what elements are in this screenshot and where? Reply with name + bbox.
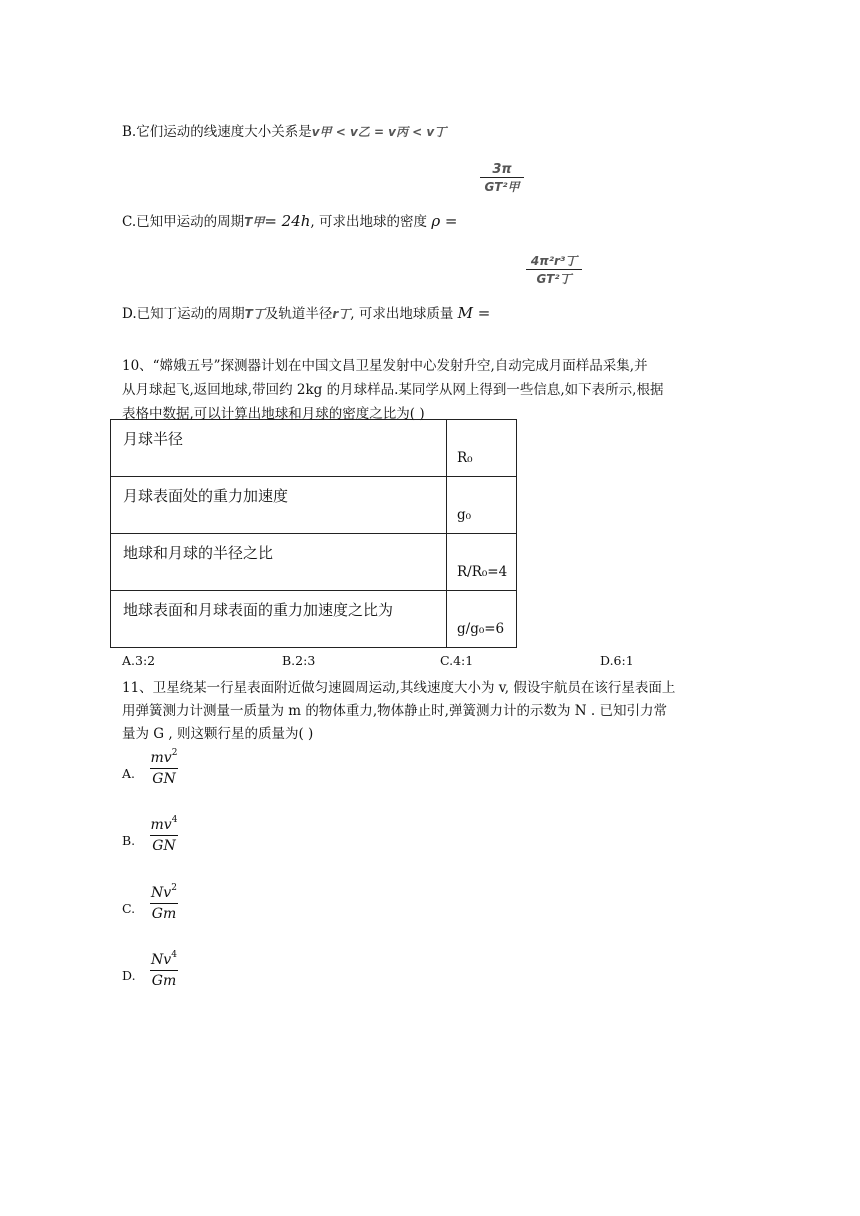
q9-option-b-math: v甲 < v乙 = v丙 < v丁 (311, 125, 447, 139)
q9-option-c-rho: ρ = (431, 212, 458, 230)
fraction-denominator: GN (152, 838, 176, 854)
q10-option-a[interactable]: A.3:2 (122, 653, 156, 668)
q11-option-b-letter[interactable]: B. (122, 833, 136, 848)
table-cell-label: 月球半径 (111, 420, 447, 477)
q9-option-d-period: T丁 (244, 307, 265, 321)
table-cell-value: R₀ (447, 420, 517, 477)
table-cell-label: 地球和月球的半径之比 (111, 534, 447, 591)
q9-option-c-eq: = 24h (264, 212, 311, 230)
q9-option-c-den: GT²甲 (484, 180, 520, 194)
table-cell-value: g₀ (447, 477, 517, 534)
fraction-bar (150, 903, 178, 904)
q9-option-c-fraction (480, 162, 524, 195)
table-cell-label: 地球表面和月球表面的重力加速度之比为 (111, 591, 447, 648)
table-row (111, 591, 517, 648)
table-row (111, 534, 517, 591)
q9-option-d-fraction (526, 252, 582, 287)
q10-line-2: 从月球起飞,返回地球,带回约 2kg 的月球样品.某同学从网上得到一些信息,如下表所示,根据 (122, 382, 664, 398)
q9-option-c-period: T甲 (244, 215, 265, 229)
fraction-bar (150, 835, 178, 836)
q9-option-b (122, 120, 446, 140)
q9-option-c-mid: , 可求出地球的密度 (310, 214, 428, 230)
table-row (111, 420, 517, 477)
q11-option-a-fraction[interactable] (150, 750, 178, 787)
fraction-numerator: Nv$^2$ (151, 883, 177, 901)
q11-option-c-letter[interactable]: C. (122, 901, 136, 916)
fraction-numerator: $mv^2$ (150, 748, 178, 766)
q9-option-d-den: GT²丁 (536, 272, 572, 286)
q9-option-b-text: B.它们运动的线速度大小关系是 (122, 124, 312, 140)
q10-option-c[interactable]: C.4:1 (440, 653, 474, 668)
q9-option-c (122, 210, 457, 230)
q11-option-d-letter[interactable]: D. (122, 968, 136, 983)
fraction-denominator: GN (152, 771, 176, 787)
q10-option-b[interactable]: B.2:3 (282, 653, 316, 668)
q9-option-d-radius: r丁 (332, 307, 351, 321)
fraction-bar (150, 970, 178, 971)
fraction-numerator: $mv^4$ (150, 815, 178, 833)
fraction-denominator: Gm (151, 906, 177, 922)
q9-option-c-text: C.已知甲运动的周期 (122, 214, 245, 230)
q9-option-d-m: M = (457, 304, 491, 322)
q11-option-c-fraction[interactable] (150, 885, 178, 922)
q10-line-3: 表格中数据,可以计算出地球和月球的密度之比为( ) (122, 406, 425, 422)
table-cell-value: R/R₀=4 (447, 534, 517, 591)
q11-line-2: 用弹簧测力计测量一质量为 m 的物体重力,物体静止时,弹簧测力计的示数为 N . 已知引力常 (122, 703, 667, 719)
q11-option-a-letter[interactable]: A. (122, 766, 136, 781)
q9-option-c-num: 3π (492, 162, 512, 177)
q11-line-1: 11、卫星绕某一行星表面附近做匀速圆周运动,其线速度大小为 v, 假设宇航员在该行星表面上 (122, 680, 676, 696)
q9-option-d-mid: , 可求出地球质量 (350, 306, 454, 322)
q10-line-1: 10、“嫦娥五号”探测器计划在中国文昌卫星发射中心发射升空,自动完成月面样品采集,并 (122, 358, 648, 374)
q11-option-d-fraction[interactable] (150, 952, 178, 989)
fraction-bar (150, 768, 178, 769)
table-cell-label: 月球表面处的重力加速度 (111, 477, 447, 534)
q11-line-3: 量为 G , 则这颗行星的质量为( ) (122, 726, 314, 742)
table-row (111, 477, 517, 534)
q9-option-d-text: D.已知丁运动的周期 (122, 306, 245, 322)
q9-option-d-and: 及轨道半径 (264, 306, 333, 322)
q10-option-d[interactable]: D.6:1 (600, 653, 634, 668)
table-cell-value: g/g₀=6 (447, 591, 517, 648)
q9-option-d-num: 4π²r³丁 (530, 254, 578, 268)
q11-option-b-fraction[interactable] (150, 817, 178, 854)
q9-option-d (122, 302, 490, 322)
moon-data-table (110, 419, 517, 648)
fraction-numerator: Nv$^4$ (151, 950, 177, 968)
fraction-denominator: Gm (151, 973, 177, 989)
